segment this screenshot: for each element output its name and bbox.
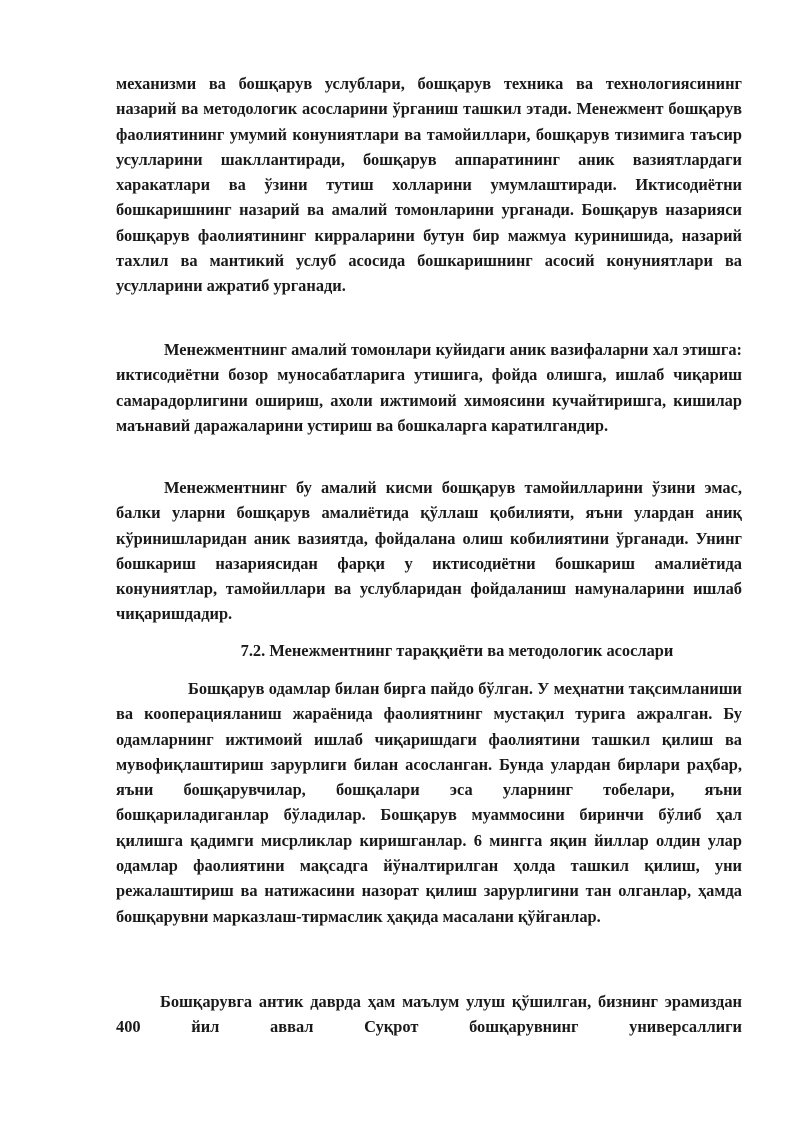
paragraph-antiquity: Бошқарувга антик даврда ҳам маълум улуш қўшилган, бизнинг эрамиздан 400 йил аввал Суқрот бошқарувнинг универсаллиги xyxy=(116,992,742,1037)
paragraph-practical-part: Менежментнинг бу амалий кисми бошқарув тамойилларини ўзини эмас, балки уларни бошқарув амалиётида қўллаш қобилияти, яъни улардан аниқ кўринишларидан аник вазиятда, фойдалана олиш кобилиятини ўрганади. Унинг бошкариш назариясидан фарқи у иктисодиётни бошкариш амалиётида конуниятлар, тамойиллари ва услубларидан фойдаланиш намуналарини ишлаб чиқаришдадир. xyxy=(116,478,742,624)
section-heading: 7.2. Менежментнинг тараққиёти ва методологик асослари xyxy=(240,641,674,660)
paragraph-practical-aspects: Менежментнинг амалий томонлари куйидаги аник вазифаларни хал этишга: иктисодиётни бозор муносабатларига утишига, фойда олишга, ишлаб чиқариш самарадорлигини ошириш, ахоли ижтимоий химоясини кучайтиришга, кишилар маънавий даражаларини устириш ва бошкаларга каратилгандир. xyxy=(116,340,742,435)
paragraph-management-origins: Бошқарув одамлар билан бирга пайдо бўлган. У меҳнатни тақсимланиши ва кооперацияланиш жараёнида фаолиятнинг мустақил турига ажралган. Бу одамларнинг ижтимоий ишлаб чиқаришдаги фаолиятини ташкил қилиш ва мувофиқлаштириш зарурлиги билан асосланган. Бунда улардан бирлари раҳбар, яъни бошқарувчилар, бошқалари эса уларнинг тобелари, яъни бошқариладиганлар бўладилар. Бошқарув муаммосини биринчи бўлиб ҳал қилишга қадимги мисрликлар киришганлар. 6 мингга яқин йиллар олдин улар одамлар фаолиятини мақсадга йўналтирилган ҳолда ташкил қилиш, уни режалаштириш ва натижасини назорат қилиш зарурлигини тан олганлар, ҳамда бошқарувни марказлаш-тирмаслик ҳақида масалани қўйганлар. xyxy=(116,679,742,926)
paragraph-management-theory: механизми ва бошқарув услублари, бошқарув техника ва технологиясининг назарий ва методологик асосларини ўрганиш ташкил этади. Менежмент бошқарув фаолиятининг умумий конуниятлари ва тамойиллари, бошқарув тизимига таъсир усулларини шакллантиради, бошқарув аппаратининг аник вазиятлардаги харакатлари ва ўзини тутиш холларини умумлаштиради. Иктисодиётни бошкаришнинг назарий ва амалий томонларини урганади. Бошқарув назарияси бошқарув фаолиятининг кирраларини бутун бир мажмуа куринишида, назарий тахлил ва мантикий услуб асосида бошкаришнинг асосий конуниятлари ва усулларини ажратиб урганади. xyxy=(116,74,742,296)
